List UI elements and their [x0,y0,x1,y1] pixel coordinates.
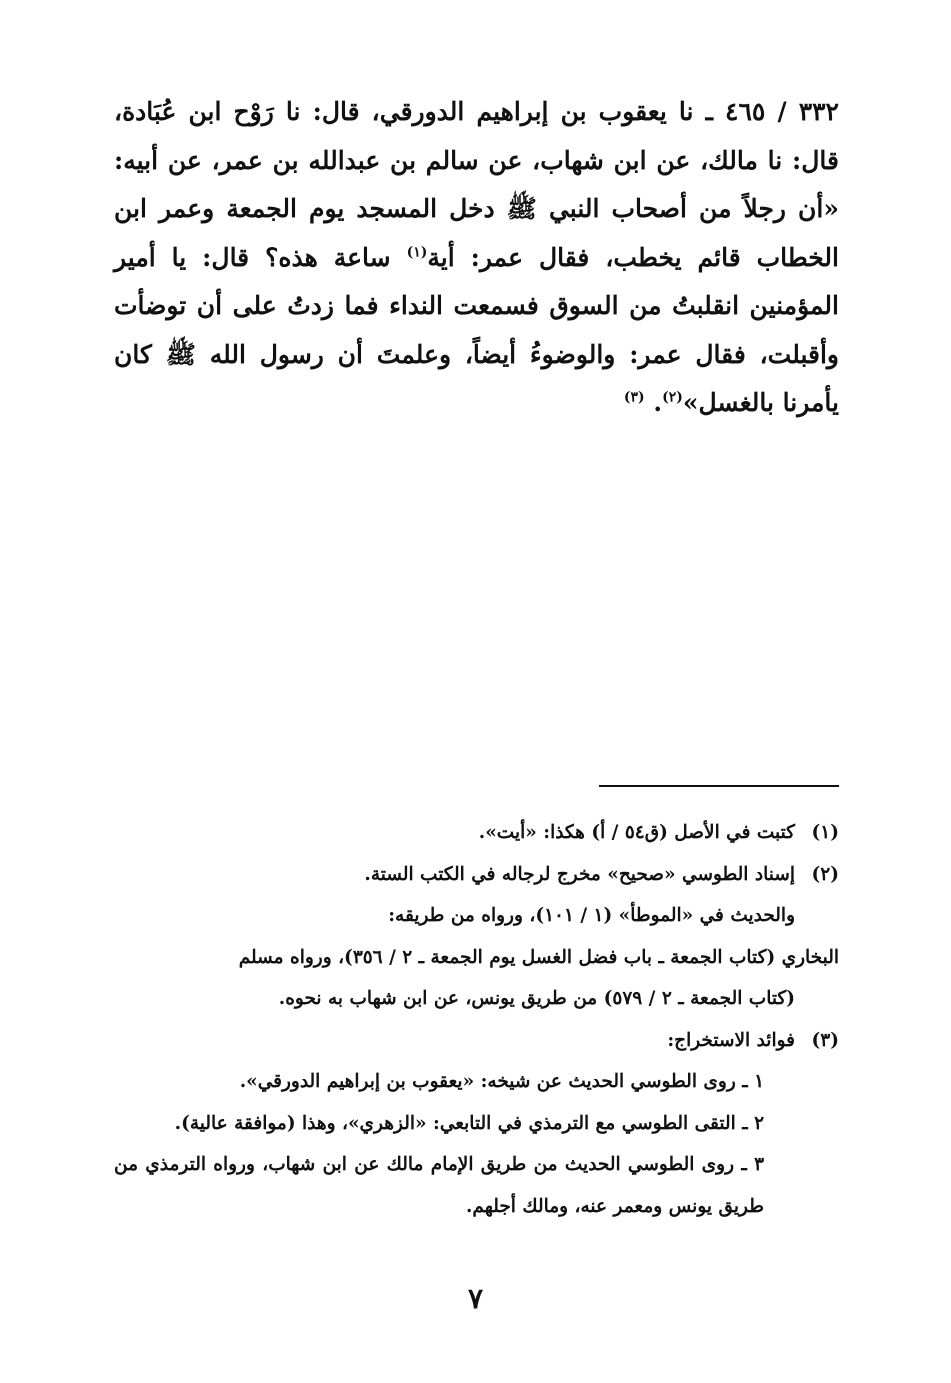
hadith-text [114,88,839,428]
footnote-3-title: فوائد الاستخراج: [667,1029,795,1051]
footnote-2-text: إسناد الطوسي «صحيح» مخرج لرجاله في الكتب الستة. [364,863,795,885]
footnote-2 [114,854,839,896]
footnote-ref-1[interactable]: (١) [406,244,428,261]
footnote-3-number: (٣) [811,1029,839,1051]
footnote-ref-3[interactable]: (٣) [623,389,645,406]
footnote-1-number: (١) [811,822,839,843]
footnote-2-number: (٢) [811,863,839,885]
page-number: ٧ [467,1282,484,1315]
hadith-narration-part-1: نا يعقوب بن إبراهيم الدورقي، قال: نا رَوْح ابن عُبَادة، قال: نا مالك، عن ابن شهاب، عن سالم بن عبدالله بن عمر، عن أبيه: «أن رجلاً من أصحاب النبي ﷺ دخل المسجد يوم الجمعة وعمر ابن الخطاب قائم يخطب، فقال عمر: أية [114,97,839,272]
footnote-2-line-2: والحديث في «الموطأ» (١ / ١٠١)، ورواه من طريقه: [388,905,795,926]
footnote-2-line-4: (كتاب الجمعة ـ ٢ / ٥٧٩) من طريق يونس، عن ابن شهاب به نحوه. [278,988,795,1009]
hadith-narration-part-3: . [653,388,663,417]
benefit-3: ٣ ـ روى الطوسي الحديث من طريق الإمام مالك عن ابن شهاب، ورواه الترمذي من طريق يونس ومعمر عنه، ومالك أجلهم. [114,1154,764,1217]
footnote-divider [599,785,839,787]
footnote-ref-2[interactable]: (٢) [662,389,683,406]
hadith-narration-part-2: ساعة هذه؟ قال: يا أمير المؤمنين انقلبتُ من السوق فسمعت النداء فما زدتُ على أن توضأت وأقبلت، فقال عمر: والوضوءُ أيضاً، وعلمتَ أن رسول الله ﷺ كان يأمرنا بالغسل» [114,242,839,417]
footnote-3 [114,1020,839,1062]
footnote-1 [114,812,839,854]
footnote-1-text: كتبت في الأصل (ق٥٤ / أ) هكذا: «أيت». [478,822,795,843]
footnotes-section [114,812,839,1227]
hadith-number: ٣٣٢ / ٤٦٥ ـ [705,97,839,126]
hadith-paragraph [114,88,839,428]
benefit-1: ١ ـ روى الطوسي الحديث عن شيخه: «يعقوب بن إبراهيم الدورقي». [239,1071,764,1092]
benefit-2: ٢ ـ التقى الطوسي مع الترمذي في التابعي: «الزهري»، وهذا (موافقة عالية). [174,1112,764,1134]
footnote-2-line-3: البخاري (كتاب الجمعة ـ باب فضل الغسل يوم الجمعة ـ ٢ / ٣٥٦)، ورواه مسلم [238,946,839,968]
